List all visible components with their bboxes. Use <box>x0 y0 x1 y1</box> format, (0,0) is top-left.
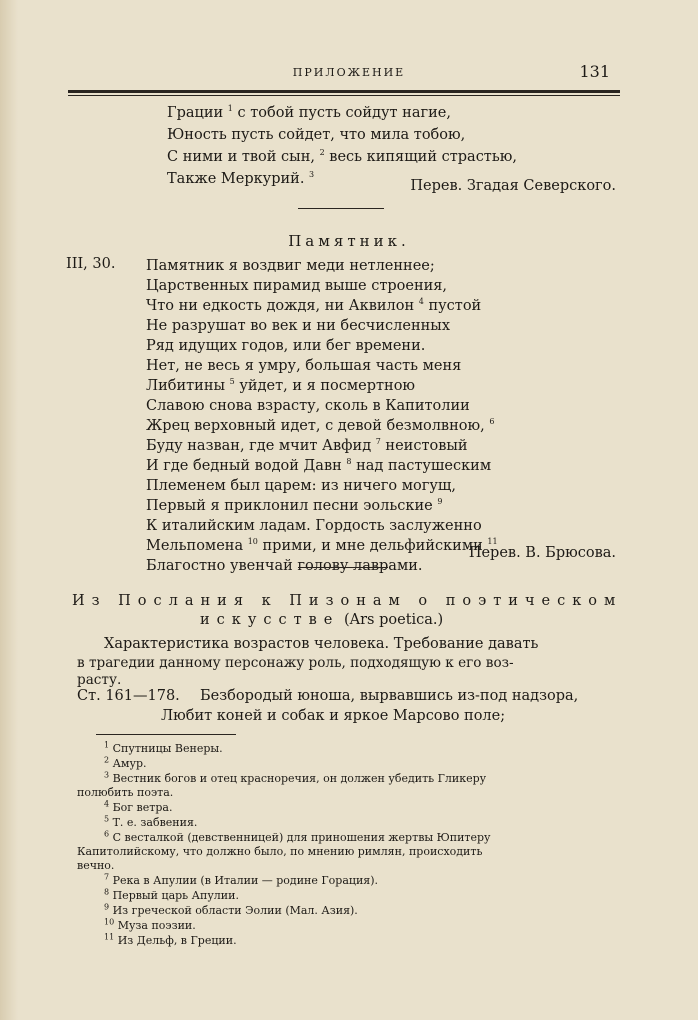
poem-line: Славою снова взрасту, сколь в Капитолии <box>146 398 470 414</box>
poem-line: Памятник я воздвиг меди нетленнее; <box>146 258 435 274</box>
poem-line: Также Меркурий. $^3$ <box>167 170 315 187</box>
footnote: $^5$ Т. е. забвения. <box>104 814 198 829</box>
poem-line: Царственных пирамид выше строения, <box>146 278 448 294</box>
footnote: $^8$ Первый царь Апулии. <box>104 887 239 902</box>
footnote: $^6$ С весталкой (девственницей) для приношения жертвы Юпитеру <box>104 829 491 844</box>
poem-line: Ряд идущих годов, или бег времени. <box>146 338 426 354</box>
paragraph-line: Характеристика возрастов человека. Требование давать <box>104 636 539 652</box>
paragraph-line: расту. <box>77 672 122 688</box>
poem-line: Юность пусть сойдет, что мила тобою, <box>167 127 466 143</box>
poem-line: Не разрушат во век и ни бесчисленных <box>146 318 451 334</box>
running-header: ПРИЛОЖЕНИЕ <box>292 66 406 79</box>
poem-line: Жрец верховный идет, с девой безмолвною, $^6$ <box>146 417 495 434</box>
footnote-continuation: Капитолийскому, что должно было, по мнению римлян, происходить <box>77 845 483 858</box>
page-number: 131 <box>579 62 610 81</box>
poem-line: Что ни едкость дождя, ни Аквилон $^4$ пустой <box>146 297 482 314</box>
poem-line: С ними и твой сын, $^2$ весь кипящий страстью, <box>167 148 517 165</box>
poem-line: Нет, не весь я умру, большая часть меня <box>146 358 462 374</box>
verse-reference: Ст. 161—178. <box>77 688 180 704</box>
header-rule <box>68 90 620 96</box>
section-heading-line2: искусстве (Ars poetica.) <box>200 612 444 628</box>
poem-line: Благостно увенчай голову лаврами. <box>146 558 423 574</box>
paragraph-line: в трагедии данному персонажу роль, подходящую к его воз- <box>77 655 514 671</box>
footnote-continuation: вечно. <box>77 859 115 872</box>
poem-line: К италийским ладам. Гордость заслуженно <box>146 518 482 534</box>
section-divider <box>298 567 388 568</box>
footnote: $^3$ Вестник богов и отец красноречия, он должен убедить Гликеру <box>104 770 487 785</box>
verse-line: Безбородый юноша, вырвавшись из-под надзора, <box>200 688 579 704</box>
poem-line: Племенем был царем: из ничего могущ, <box>146 478 456 494</box>
poem-line: И где бедный водой Давн $^8$ над пастушеским <box>146 457 492 474</box>
poem-line: Первый я приклонил песни эольские $^9$ <box>146 497 443 514</box>
poem-line: Либитины $^5$ уйдет, и я посмертною <box>146 377 416 394</box>
section-divider <box>298 208 384 209</box>
poem-line: Буду назван, где мчит Авфид $^7$ неистовый <box>146 437 468 454</box>
footnote: $^{11}$ Из Дельф, в Греции. <box>104 932 237 947</box>
verse-line: Любит коней и собак и яркое Марсово поле; <box>161 708 506 724</box>
poem-line: Грации $^1$ с тобой пусть сойдут нагие, <box>167 104 451 121</box>
poem-title: Памятник. <box>288 232 410 250</box>
footnote: $^7$ Река в Апулии (в Италии — родине Горация). <box>104 872 379 887</box>
poem-line: Мельпомена $^{10}$ прими, и мне дельфийскими $^{11}$ <box>146 537 498 554</box>
footnote: $^1$ Спутницы Венеры. <box>104 740 223 755</box>
footnote: $^2$ Амур. <box>104 755 147 770</box>
poem-reference: III, 30. <box>66 256 116 272</box>
translator-credit: Перев. В. Брюсова. <box>468 545 616 561</box>
footnote: $^4$ Бог ветра. <box>104 799 173 814</box>
footnote-continuation: полюбить поэта. <box>77 786 174 799</box>
footnote: $^9$ Из греческой области Эолии (Мал. Азия). <box>104 902 358 917</box>
translator-credit: Перев. Згадая Северского. <box>410 178 616 194</box>
page-edge-shadow <box>0 0 18 1020</box>
footnote: $^{10}$ Муза поэзии. <box>104 917 196 932</box>
section-heading: Из Послания к Пизонам о поэтическом <box>72 593 623 609</box>
footnote-rule <box>96 734 236 735</box>
